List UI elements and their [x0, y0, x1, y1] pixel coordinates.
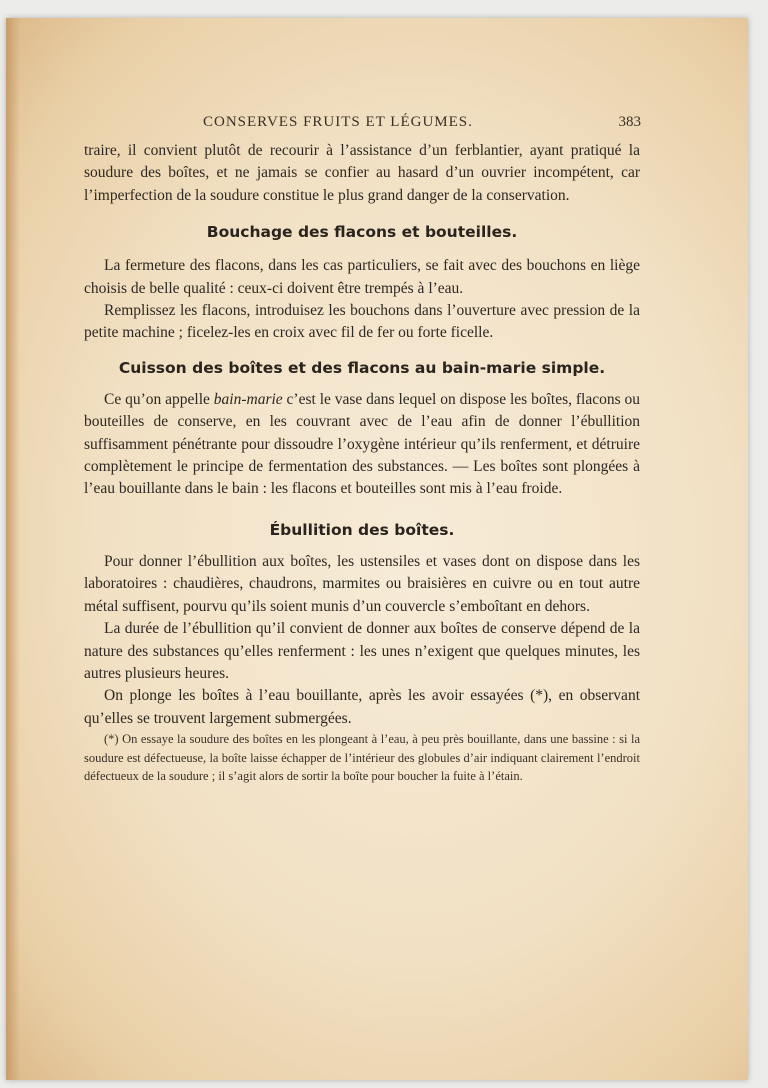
paragraph: Remplissez les flacons, introduisez les bouchons dans l’ouverture avec pression de la petite machine ; ficelez-les en croix avec fil de fer ou forte ficelle.	[84, 302, 640, 342]
paragraph: La durée de l’ébullition qu’il convient de donner aux boîtes de conserve dépend de la nature des substances qu’elles renferment : les unes n’exigent que quelques minutes, les autres plusieurs heures.	[84, 620, 640, 682]
footnote-text: On essaye la soudure des boîtes en les plongeant à l’eau, à peu près bouillante, dans une bassine : si la soudure est défectueuse, la boîte laisse échapper de l’intérieur des globules d’air indiquant clairement l’endroit défectueux de la soudure ; il s’agit alors de sortir la boîte pour boucher la fuite à l’étain.	[84, 732, 640, 784]
italic-term: bain-marie	[213, 390, 283, 408]
text-run: Ce qu’on appelle	[104, 390, 214, 408]
page-number: 383	[618, 114, 641, 130]
text-run: c’est le vase dans lequel on dispose les boîtes, flacons ou bouteilles de conserve, en les couvrant avec de l’eau afin de donner l’ébullition suffisamment pénétrante pour dissoudre l’oxygène intérieur qu’ils renferment, et détruire complètement le principe de fermentation des substances. — Les boîtes sont plongées à l’eau bouillante dans le bain : les flacons et bouteilles sont mis à l’eau froide.	[84, 390, 640, 498]
paragraph: Pour donner l’ébullition aux boîtes, les ustensiles et vases dont on dispose dans les laboratoires : chaudières, chaudrons, marmites ou braisières en cuivre ou en tout autre métal suffisent, pourvu qu’ils soient munis d’un couvercle s’emboîtant en dehors.	[84, 552, 640, 615]
running-title: CONSERVES FRUITS ET LÉGUMES.	[203, 114, 473, 130]
page-body	[84, 140, 640, 786]
book-page	[6, 18, 748, 1080]
paragraph-bain-marie	[84, 389, 640, 501]
footnote	[84, 730, 640, 786]
section-heading-bouchage: Bouchage des flacons et bouteilles.	[206, 223, 518, 242]
section-heading-cuisson: Cuisson des boîtes et des flacons au bain-marie simple.	[118, 358, 606, 377]
section-heading-ebullition: Ébullition des boîtes.	[269, 520, 455, 539]
intro-paragraph: traire, il convient plutôt de recourir à l’assistance d’un ferblantier, ayant pratiqué la soudure des boîtes, et ne jamais se confier au hasard d’un ouvrier incompétent, car l’imperfection de la soudure constitue le plus grand danger de la conservation.	[84, 142, 640, 204]
paragraph: On plonge les boîtes à l’eau bouillante, après les avoir essayées (*), en observant qu’elles se trouvent largement submergées.	[84, 687, 640, 727]
paragraph: La fermeture des flacons, dans les cas particuliers, se fait avec des bouchons en liège choisis de belle qualité : ceux-ci doivent être trempés à l’eau.	[84, 257, 640, 297]
footnote-mark: (*)	[104, 732, 119, 747]
